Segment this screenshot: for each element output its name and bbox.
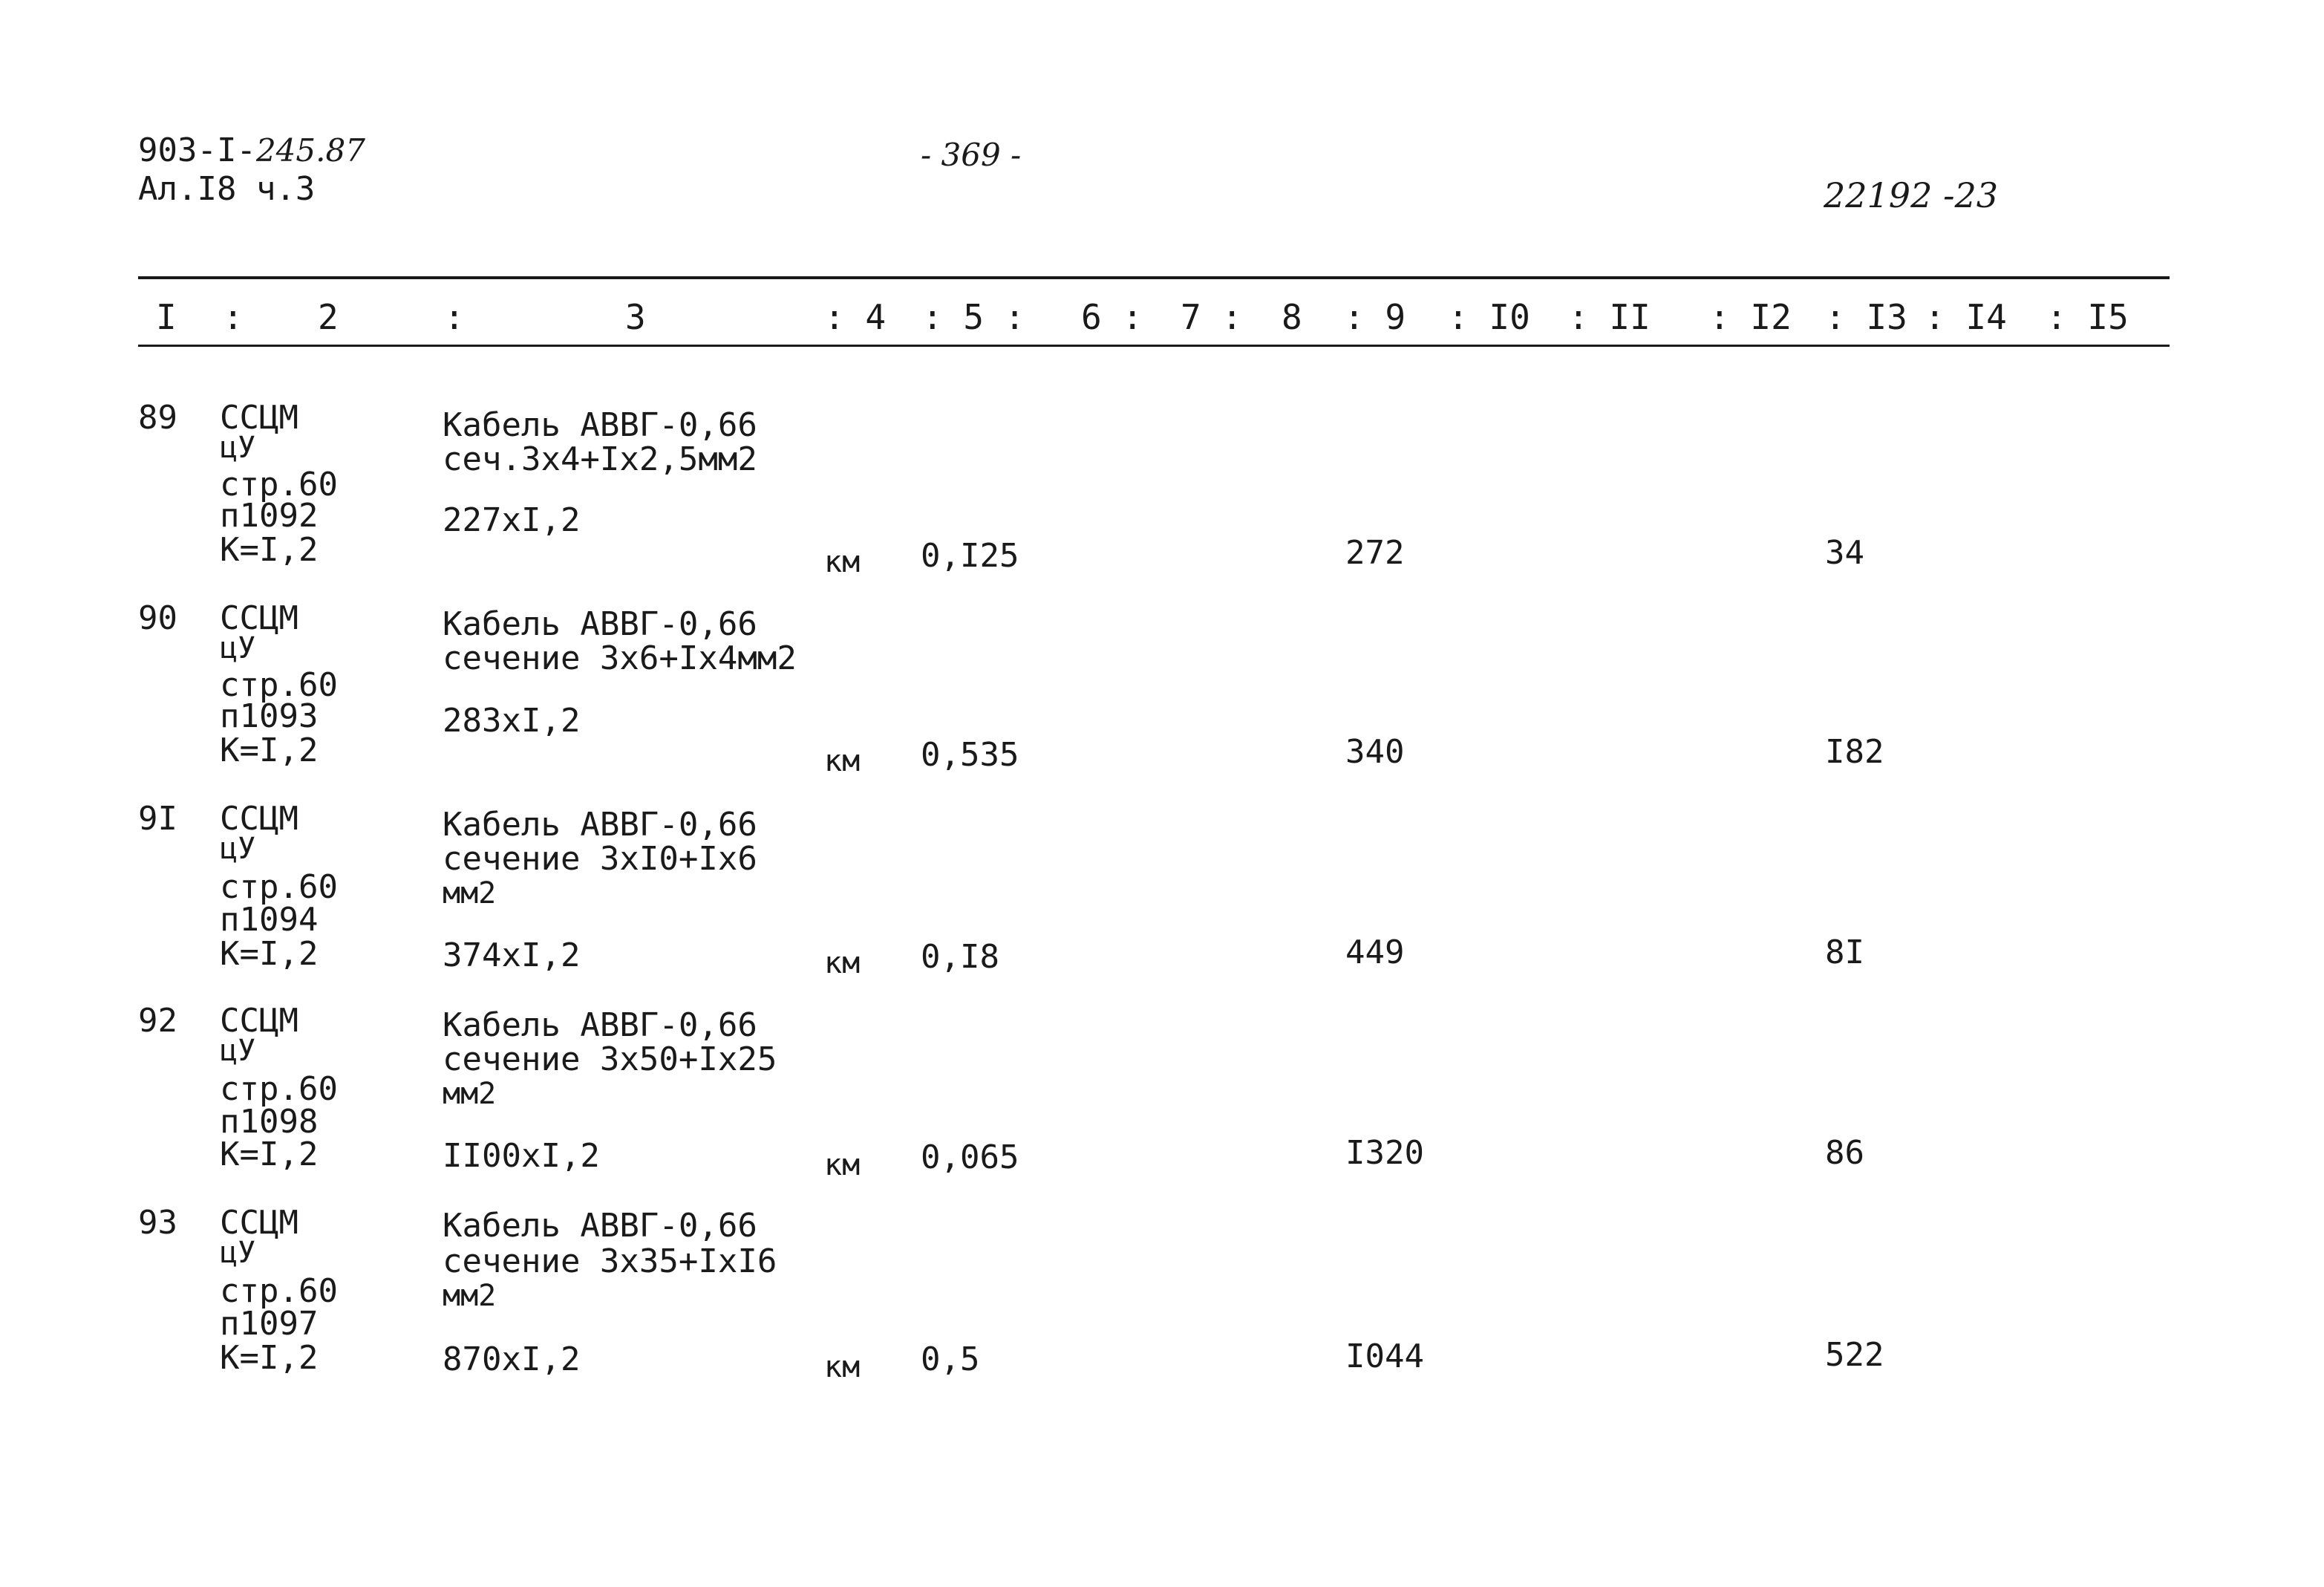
source-line: стр.60 — [220, 868, 338, 906]
calc: II00хI,2 — [443, 1137, 600, 1175]
qty: 0,5 — [921, 1340, 980, 1378]
header-rule — [138, 345, 2170, 347]
col-header: 3 — [625, 297, 646, 337]
col-header: 8 — [1282, 297, 1302, 337]
desc-line: мм2 — [443, 1077, 497, 1111]
page-number: - 369 - — [921, 137, 1022, 173]
source-line: ССЦМ — [220, 599, 298, 637]
source-line: стр.60 — [220, 1272, 338, 1310]
source-line: цУ — [220, 1236, 256, 1270]
col-header: : 5 : — [922, 297, 1025, 337]
source-line: К=I,2 — [220, 935, 319, 973]
row-number: 92 — [138, 1002, 177, 1040]
calc: 374хI,2 — [443, 936, 581, 974]
col-header: : II — [1568, 297, 1651, 337]
desc-line: сечение 3х35+IхI6 — [443, 1242, 777, 1280]
col-header: : I4 — [1925, 297, 2007, 337]
source-line: ССЦМ — [220, 1204, 298, 1242]
col-header: 6 : — [1081, 297, 1143, 337]
source-line: стр.60 — [220, 1070, 338, 1108]
doc-code — [138, 131, 365, 169]
col9-value: 272 — [1345, 534, 1405, 572]
col-header: 2 — [318, 297, 339, 337]
desc-line: Кабель АВВГ-0,66 — [443, 806, 757, 844]
col-header: : — [223, 297, 244, 337]
col13-value: 86 — [1825, 1134, 1864, 1172]
desc-line: Кабель АВВГ-0,66 — [443, 406, 757, 444]
unit: км — [824, 744, 861, 778]
row-number: 9I — [138, 800, 177, 838]
source-line: п1093 — [220, 697, 319, 735]
col-header: : 9 — [1344, 297, 1406, 337]
col9-value: I044 — [1345, 1337, 1424, 1375]
qty: 0,I25 — [921, 537, 1019, 575]
unit: км — [824, 946, 861, 980]
source-line: ССЦМ — [220, 800, 298, 838]
col-header: : — [444, 297, 465, 337]
desc-line: Кабель АВВГ-0,66 — [443, 1207, 757, 1245]
desc-line: мм2 — [443, 1279, 497, 1313]
source-line: цУ — [220, 832, 256, 866]
source-line: ССЦМ — [220, 1002, 298, 1040]
unit: км — [824, 1350, 861, 1384]
col9-value: 340 — [1345, 733, 1405, 771]
desc-line: сечение 3х6+Iх4мм2 — [443, 639, 797, 677]
source-line: стр.60 — [220, 466, 338, 504]
qty: 0,065 — [921, 1138, 1019, 1176]
row-number: 89 — [138, 399, 177, 437]
desc-line: сечение 3х50+Iх25 — [443, 1040, 777, 1078]
source-line: цУ — [220, 431, 256, 465]
source-line: К=I,2 — [220, 531, 319, 569]
col13-value: I82 — [1825, 733, 1884, 771]
source-line: К=I,2 — [220, 1135, 319, 1173]
col13-value: 8I — [1825, 933, 1864, 971]
unit: км — [824, 545, 861, 579]
col-header: : I2 — [1709, 297, 1792, 337]
desc-line: Кабель АВВГ-0,66 — [443, 605, 757, 643]
col13-value: 34 — [1825, 534, 1864, 572]
row-number: 93 — [138, 1204, 177, 1242]
album-ref: Ал.I8 ч.3 — [138, 170, 316, 208]
doc-code-handwritten: 245.87 — [255, 132, 365, 169]
calc: 227хI,2 — [443, 501, 581, 539]
qty: 0,535 — [921, 736, 1019, 774]
unit: км — [824, 1148, 861, 1182]
source-line: п1097 — [220, 1305, 319, 1343]
desc-line: мм2 — [443, 876, 497, 910]
col9-value: I320 — [1345, 1134, 1424, 1172]
row-number: 90 — [138, 599, 177, 637]
col9-value: 449 — [1345, 933, 1405, 971]
calc: 283хI,2 — [443, 702, 581, 740]
col-header: I — [156, 297, 177, 337]
desc-line: Кабель АВВГ-0,66 — [443, 1006, 757, 1044]
source-line: стр.60 — [220, 666, 338, 704]
col-header: : I0 — [1448, 297, 1530, 337]
doc-code-printed: 903-I- — [138, 131, 256, 169]
qty: 0,I8 — [921, 938, 999, 976]
col13-value: 522 — [1825, 1336, 1884, 1374]
sheet-ref: 22192 -23 — [1824, 175, 1999, 215]
source-line: К=I,2 — [220, 731, 319, 769]
col-header: : I3 — [1825, 297, 1907, 337]
desc-line: сеч.3х4+Iх2,5мм2 — [443, 440, 757, 478]
col-header: : 4 — [824, 297, 887, 337]
source-line: цУ — [220, 631, 256, 665]
source-line: цУ — [220, 1034, 256, 1068]
calc: 870хI,2 — [443, 1340, 581, 1378]
desc-line: сечение 3хI0+Iх6 — [443, 840, 757, 878]
source-line: п1094 — [220, 901, 319, 939]
source-line: п1092 — [220, 497, 319, 535]
top-rule — [138, 276, 2170, 279]
col-header: 7 : — [1181, 297, 1243, 337]
source-line: К=I,2 — [220, 1339, 319, 1377]
col-header: : I5 — [2046, 297, 2129, 337]
source-line: ССЦМ — [220, 399, 298, 437]
source-line: п1098 — [220, 1103, 319, 1141]
